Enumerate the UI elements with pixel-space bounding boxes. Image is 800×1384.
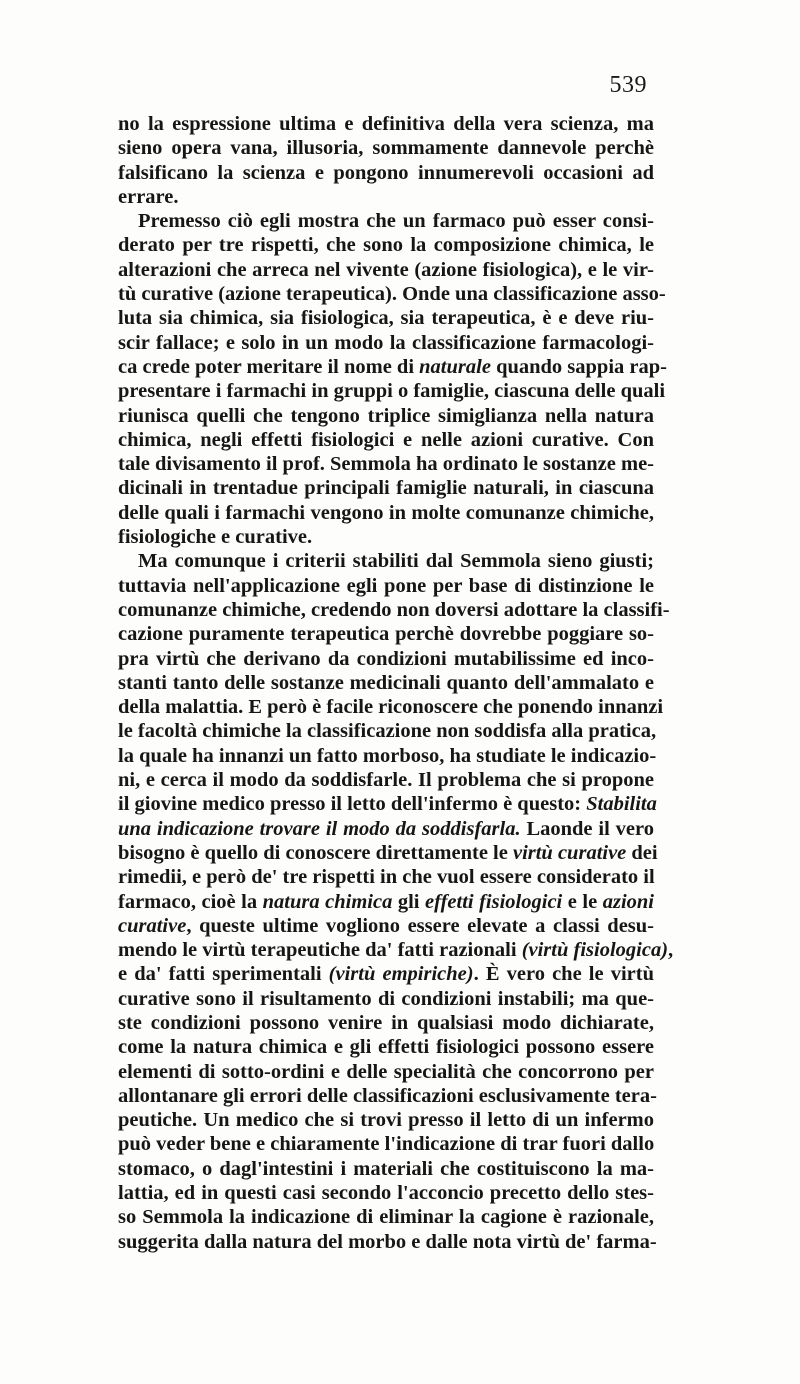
text-line — [118, 647, 654, 671]
text-line — [118, 331, 654, 355]
text-segment: tù curative (azione terapeutica). Onde una classificazione asso- — [118, 283, 666, 306]
text-segment: Laonde il vero — [520, 817, 654, 840]
text-segment: ca crede poter meritare il nome di — [118, 355, 420, 378]
text-line — [118, 233, 654, 257]
text-segment: elementi di sotto-ordini e delle specialità che concorrono per — [118, 1060, 654, 1083]
text-segment: sieno opera vana, illusoria, sommamente dannevole perchè — [118, 137, 654, 160]
text-segment: fisiologiche e curative. — [118, 526, 313, 549]
text-segment: falsificano la scienza e pongono innumerevoli occasioni ad — [118, 161, 654, 184]
text-segment: peutiche. Un medico che si trovi presso il letto di un infermo — [118, 1109, 654, 1132]
text-segment: della malattia. E però è facile riconoscere che ponendo innanzi — [118, 696, 664, 719]
text-line — [118, 1011, 654, 1035]
text-line — [118, 1084, 657, 1108]
text-line — [118, 962, 654, 986]
text-line — [118, 428, 654, 452]
text-segment: gli — [392, 890, 426, 913]
italic-text: (virtù empiriche) — [328, 963, 474, 986]
text-line — [118, 112, 654, 136]
text-segment: curative sono il risultamento di condizioni instabili; ma que- — [118, 987, 654, 1010]
italic-text: Stabilita — [586, 793, 657, 816]
text-line — [118, 525, 654, 549]
text-segment: scir fallace; e solo in un modo la classificazione farmacologi- — [118, 331, 654, 354]
text-segment: come la natura chimica e gli effetti fisiologici possono essere — [118, 1036, 654, 1059]
text-segment: presentare i farmachi in gruppi o famiglie, ciascuna delle quali — [118, 380, 666, 403]
body-text — [118, 112, 674, 1254]
text-line — [118, 938, 674, 962]
text-line — [118, 890, 654, 914]
text-segment: stanti tanto delle sostanze medicinali quanto dell'ammalato e — [118, 671, 654, 694]
text-segment: Ma comunque i criterii stabiliti dal Semmola sieno giusti; — [138, 550, 654, 573]
text-segment: alterazioni che arreca nel vivente (azione fisiologica), e le vir- — [118, 258, 654, 281]
text-segment: pra virtù che derivano da condizioni mutabilissime ed inco- — [118, 647, 654, 670]
text-line — [118, 744, 657, 768]
text-segment: riunisca quelli che tengono triplice simiglianza nella natura — [118, 404, 654, 427]
text-segment: chimica, negli effetti fisiologici e nelle azioni curative. Con — [118, 428, 654, 451]
text-line — [118, 452, 654, 476]
text-segment: farmaco, cioè la — [118, 890, 263, 913]
text-segment: luta sia chimica, sia fisiologica, sia terapeutica, è e deve riu- — [118, 307, 654, 330]
text-segment: comunanze chimiche, credendo non doversi adottare la classifi- — [118, 598, 670, 621]
text-line — [118, 987, 654, 1011]
text-segment: la quale ha innanzi un fatto morboso, ha studiate le indicazio- — [118, 744, 657, 767]
text-line — [118, 136, 654, 160]
text-segment: mendo le virtù terapeutiche da' fatti razionali — [118, 939, 522, 962]
text-line — [118, 841, 658, 865]
text-segment: cazione puramente terapeutica perchè dovrebbe poggiare so- — [118, 623, 654, 646]
text-line — [118, 1230, 657, 1254]
text-line — [118, 1035, 654, 1059]
text-segment: tale divisamento il prof. Semmola ha ordinato le sostanze me- — [118, 453, 654, 476]
text-line — [118, 379, 666, 403]
text-line — [118, 1157, 654, 1181]
text-segment: quando sappia rap- — [490, 355, 667, 378]
text-segment: e le — [562, 890, 603, 913]
italic-text: azioni — [602, 890, 654, 913]
text-segment: stomaco, o dagl'intestini i materiali che costituiscono la ma- — [118, 1157, 654, 1180]
text-line — [118, 209, 654, 233]
text-segment: Premesso ciò egli mostra che un farmaco può esser consi- — [138, 210, 654, 233]
text-segment: il giovine medico presso il letto dell'infermo è questo: — [118, 793, 587, 816]
text-line — [118, 476, 654, 500]
italic-text: una indicazione trovare il modo da soddisfarla. — [118, 817, 521, 840]
text-line — [118, 1132, 654, 1156]
text-line — [118, 768, 654, 792]
text-segment: errare. — [118, 185, 179, 208]
text-line — [118, 695, 664, 719]
text-segment: rimedii, e però de' tre rispetti in che vuol essere considerato il — [118, 866, 655, 889]
text-segment: suggerita dalla natura del morbo e dalle nota virtù de' farma- — [118, 1230, 657, 1253]
text-line — [118, 574, 654, 598]
text-line — [118, 792, 657, 816]
text-segment: e da' fatti sperimentali — [118, 963, 329, 986]
text-segment: , queste ultime vogliono essere elevate a classi desu- — [186, 914, 654, 937]
text-line — [118, 1205, 654, 1229]
text-segment: delle quali i farmachi vengono in molte comunanze chimiche, — [118, 501, 654, 524]
text-segment: no la espressione ultima e definitiva della vera scienza, ma — [118, 113, 654, 135]
text-segment: . È vero che le virtù — [473, 963, 654, 986]
text-segment: derato per tre rispetti, che sono la composizione chimica, le — [118, 234, 654, 257]
text-line — [118, 161, 654, 185]
text-line — [118, 914, 654, 938]
text-segment: lattia, ed in questi casi secondo l'acconcio precetto dello stes- — [118, 1182, 654, 1205]
text-line — [118, 501, 654, 525]
italic-text: (virtù fisiologica) — [521, 939, 669, 962]
italic-text: naturale — [419, 355, 491, 378]
italic-text: effetti fisiologici — [425, 890, 563, 913]
text-line — [118, 598, 670, 622]
text-line — [118, 1060, 654, 1084]
text-segment: dei — [626, 841, 658, 864]
page-number: 539 — [609, 72, 647, 98]
text-line — [118, 671, 654, 695]
text-segment: ni, e cerca il modo da soddisfarle. Il problema che si propone — [118, 769, 654, 792]
text-line — [118, 258, 654, 282]
text-line — [118, 282, 666, 306]
text-line — [118, 622, 654, 646]
text-segment: le facoltà chimiche la classificazione non soddisfa alla pratica, — [118, 720, 657, 743]
text-segment: , — [668, 939, 674, 962]
text-segment: allontanare gli errori delle classificazioni esclusivamente tera- — [118, 1084, 657, 1107]
text-segment: tuttavia nell'applicazione egli pone per base di distinzione le — [118, 574, 654, 597]
text-line — [118, 306, 654, 330]
text-line — [118, 404, 654, 428]
text-segment: so Semmola la indicazione di eliminar la cagione è razionale, — [118, 1206, 654, 1229]
italic-text: virtù curative — [512, 841, 627, 864]
text-line — [118, 1181, 654, 1205]
text-line — [118, 1108, 654, 1132]
text-line — [118, 185, 654, 209]
italic-text: natura chimica — [262, 890, 393, 913]
text-line — [118, 865, 654, 889]
text-segment: può veder bene e chiaramente l'indicazione di trar fuori dallo — [118, 1133, 655, 1156]
text-line — [118, 719, 657, 743]
text-line — [118, 817, 654, 841]
text-segment: ste condizioni possono venire in qualsiasi modo dichiarate, — [118, 1011, 654, 1034]
text-segment: dicinali in trentadue principali famiglie naturali, in ciascuna — [118, 477, 654, 500]
text-line — [118, 355, 667, 379]
text-segment: bisogno è quello di conoscere direttamente le — [118, 841, 513, 864]
text-line — [118, 549, 654, 573]
italic-text: curative — [118, 914, 187, 937]
